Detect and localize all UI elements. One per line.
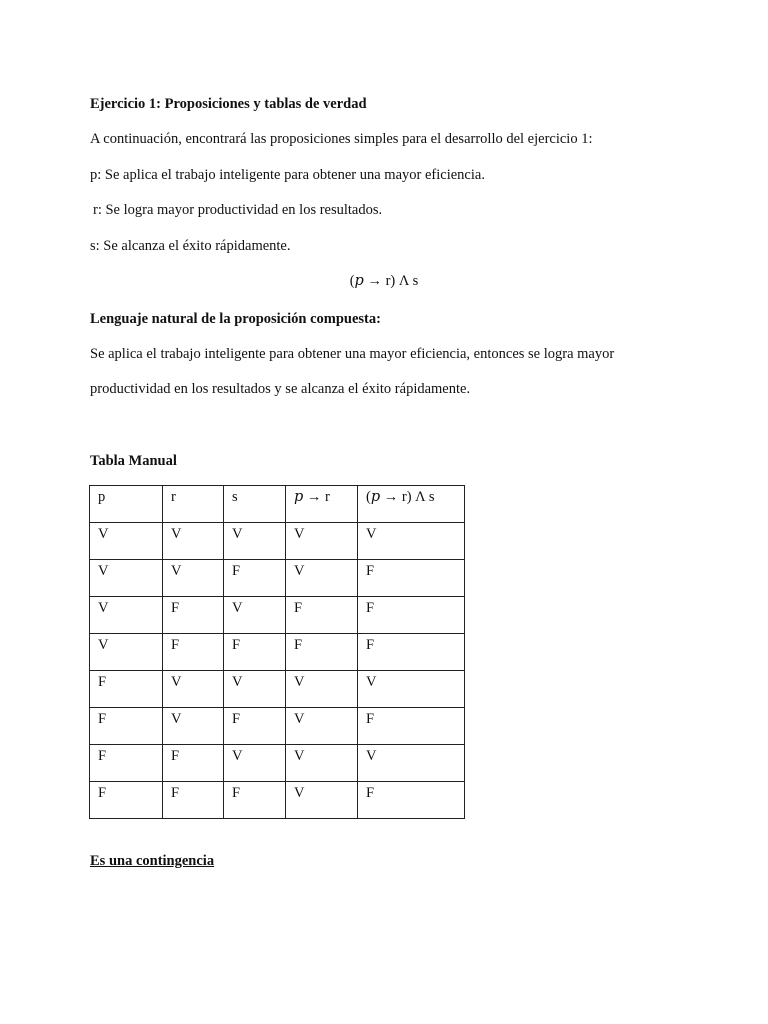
header-p-implies-r xyxy=(286,486,358,523)
table-cell xyxy=(224,745,286,782)
table-cell xyxy=(358,597,465,634)
table-cell-text: V xyxy=(294,711,305,727)
natural-language-line-1: Se aplica el trabajo inteligente para obtener una mayor eficiencia, entonces se logra mayor xyxy=(90,346,615,362)
table-cell-text: V xyxy=(98,563,109,579)
table-cell-text: V xyxy=(294,674,305,690)
table-header-row xyxy=(90,486,465,523)
table-cell-text: F xyxy=(232,637,241,653)
table-row xyxy=(90,671,465,708)
table-cell xyxy=(90,708,163,745)
table-cell xyxy=(90,523,163,560)
header-p xyxy=(90,486,163,523)
table-row xyxy=(90,782,465,819)
table-cell xyxy=(358,745,465,782)
table-cell-text: F xyxy=(98,748,107,764)
table-cell xyxy=(224,708,286,745)
table-cell-text: F xyxy=(366,600,375,616)
table-cell-text: V xyxy=(366,674,377,690)
table-cell xyxy=(224,671,286,708)
table-cell xyxy=(224,597,286,634)
table-cell-text: F xyxy=(366,711,375,727)
header-s xyxy=(224,486,286,523)
conclusion-text: Es una contingencia xyxy=(90,853,215,869)
table-cell xyxy=(358,523,465,560)
table-cell xyxy=(224,560,286,597)
table-cell-text: F xyxy=(98,711,107,727)
exercise-title: Ejercicio 1: Proposiciones y tablas de verdad xyxy=(90,96,367,112)
table-cell xyxy=(224,782,286,819)
table-cell xyxy=(163,708,224,745)
table-cell xyxy=(90,745,163,782)
table-cell-text: V xyxy=(171,711,182,727)
table-cell xyxy=(286,597,358,634)
table-cell-text: F xyxy=(171,637,180,653)
table-cell xyxy=(163,560,224,597)
table-cell-text: F xyxy=(294,600,303,616)
table-cell xyxy=(163,745,224,782)
table-cell-text: F xyxy=(232,785,241,801)
compound-formula xyxy=(0,272,768,290)
table-row xyxy=(90,745,465,782)
table-cell xyxy=(286,634,358,671)
table-cell xyxy=(163,523,224,560)
header-cell-text: s xyxy=(232,489,238,505)
table-cell-text: V xyxy=(98,637,109,653)
table-cell-text: F xyxy=(366,563,375,579)
table-cell-text: F xyxy=(98,785,107,801)
table-cell-text: F xyxy=(98,674,107,690)
table-cell-text: V xyxy=(232,748,243,764)
table-cell xyxy=(224,523,286,560)
table-cell xyxy=(358,782,465,819)
table-cell xyxy=(286,782,358,819)
table-cell xyxy=(163,597,224,634)
proposition-r: r: Se logra mayor productividad en los resultados. xyxy=(93,202,383,218)
table-cell xyxy=(90,560,163,597)
table-row xyxy=(90,708,465,745)
table-cell xyxy=(90,782,163,819)
natural-language-line-2: productividad en los resultados y se alcanza el éxito rápidamente. xyxy=(90,381,471,397)
table-cell-text: F xyxy=(366,637,375,653)
table-cell xyxy=(358,708,465,745)
table-cell-text: V xyxy=(232,526,243,542)
header-cell-text: 𝑝 → r xyxy=(294,489,330,505)
table-cell xyxy=(358,671,465,708)
table-cell-text: F xyxy=(171,748,180,764)
table-cell-text: V xyxy=(294,748,305,764)
table-cell-text: F xyxy=(171,785,180,801)
table-cell-text: V xyxy=(171,563,182,579)
table-cell xyxy=(224,634,286,671)
table-cell xyxy=(163,671,224,708)
table-cell-text: V xyxy=(98,526,109,542)
table-cell-text: V xyxy=(232,600,243,616)
table-cell xyxy=(163,634,224,671)
table-cell-text: V xyxy=(366,748,377,764)
table-title: Tabla Manual xyxy=(90,453,177,469)
table-cell xyxy=(90,597,163,634)
table-cell-text: F xyxy=(366,785,375,801)
table-cell xyxy=(163,782,224,819)
table-row xyxy=(90,634,465,671)
table-row xyxy=(90,560,465,597)
table-cell-text: V xyxy=(232,674,243,690)
table-cell xyxy=(286,708,358,745)
truth-table xyxy=(89,485,465,819)
formula-var: 𝑝 xyxy=(354,273,364,289)
table-cell xyxy=(358,560,465,597)
table-cell xyxy=(90,671,163,708)
header-cell-text: p xyxy=(98,489,106,505)
natural-language-heading: Lenguaje natural de la proposición compuesta: xyxy=(90,311,381,327)
proposition-p: p: Se aplica el trabajo inteligente para obtener una mayor eficiencia. xyxy=(90,167,485,183)
header-cell-text: (𝑝 → r) Λ s xyxy=(366,489,435,505)
table-cell-text: V xyxy=(294,526,305,542)
table-cell-text: F xyxy=(232,711,241,727)
table-cell xyxy=(286,523,358,560)
table-cell-text: V xyxy=(294,785,305,801)
table-cell-text: V xyxy=(98,600,109,616)
table-cell xyxy=(286,745,358,782)
table-cell xyxy=(90,634,163,671)
table-cell-text: V xyxy=(294,563,305,579)
formula-rest: → r) Λ s xyxy=(363,273,419,289)
table-row xyxy=(90,597,465,634)
header-result xyxy=(358,486,465,523)
table-cell-text: F xyxy=(294,637,303,653)
table-cell xyxy=(286,671,358,708)
formula-open: ( xyxy=(349,273,355,289)
header-r xyxy=(163,486,224,523)
table-cell-text: F xyxy=(232,563,241,579)
intro-text: A continuación, encontrará las proposiciones simples para el desarrollo del ejercicio 1: xyxy=(90,131,593,147)
table-cell xyxy=(358,634,465,671)
table-cell-text: V xyxy=(366,526,377,542)
table-cell-text: V xyxy=(171,674,182,690)
header-cell-text: r xyxy=(171,489,176,505)
table-cell-text: V xyxy=(171,526,182,542)
table-cell-text: F xyxy=(171,600,180,616)
table-row xyxy=(90,523,465,560)
table-cell xyxy=(286,560,358,597)
proposition-s: s: Se alcanza el éxito rápidamente. xyxy=(90,238,291,254)
